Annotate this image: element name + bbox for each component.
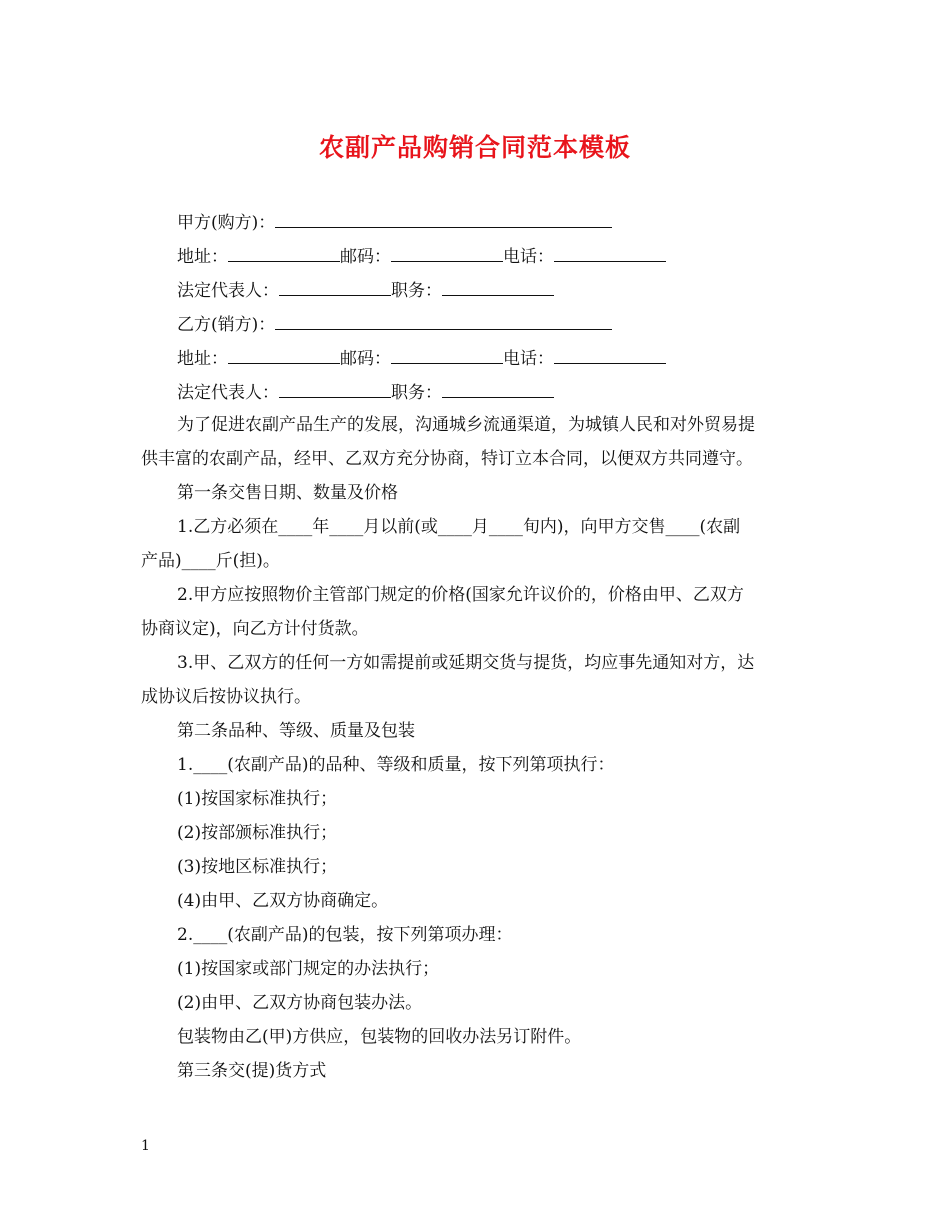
party-a-address-blank	[228, 243, 340, 262]
article-2-clause-1-option-1: (1)按国家标准执行；	[177, 789, 338, 809]
party-b-label: 乙方(销方)：	[177, 315, 276, 335]
article-2-packaging-note: 包装物由乙(甲)方供应，包装物的回收办法另订附件。	[177, 1027, 582, 1047]
party-b-blank	[275, 311, 612, 330]
intro-paragraph-line-2: 供丰富的农副产品，经甲、乙双方充分协商，特订立本合同，以便双方共同遵守。	[141, 449, 753, 469]
party-a-rep-line	[0, 277, 950, 303]
article-1-clause-2-line-1: 2.甲方应按照物价主管部门规定的价格(国家允许议价的，价格由甲、乙双方	[177, 585, 744, 605]
party-b-rep-line	[0, 379, 950, 405]
article-1-clause-3-line-1: 3.甲、乙双方的任何一方如需提前或延期交货与提货，均应事先通知对方，达	[177, 653, 755, 673]
party-b-rep-label: 法定代表人：	[177, 383, 279, 403]
article-2-title: 第二条品种、等级、质量及包装	[177, 721, 415, 741]
party-a-contact-line	[0, 243, 950, 269]
article-1-clause-1-line-1: 1.乙方必须在____年____月以前(或____月____旬内)，向甲方交售____(农副	[177, 517, 741, 537]
article-2-clause-1: 1.____(农副产品)的品种、等级和质量，按下列第项执行：	[177, 755, 615, 775]
article-1-clause-2-line-2: 协商议定)，向乙方计付货款。	[141, 619, 369, 639]
party-a-rep-blank	[279, 277, 391, 296]
party-b-postcode-blank	[391, 345, 503, 364]
article-2-clause-1-option-2: (2)按部颁标准执行；	[177, 823, 338, 843]
page-number: 1	[141, 1138, 150, 1154]
party-a-phone-blank	[554, 243, 666, 262]
party-b-address-blank	[228, 345, 340, 364]
party-a-address-label: 地址：	[177, 247, 228, 267]
party-a-phone-label: 电话：	[503, 247, 554, 267]
article-1-clause-1-line-2: 产品)____斤(担)。	[141, 551, 280, 571]
article-2-clause-2-option-1: (1)按国家或部门规定的办法执行；	[177, 959, 440, 979]
party-a-postcode-blank	[391, 243, 503, 262]
article-2-clause-1-option-3: (3)按地区标准执行；	[177, 857, 338, 877]
party-a-position-label: 职务：	[391, 281, 442, 301]
document-title: 农副产品购销合同范本模板	[318, 133, 631, 162]
party-a-line	[0, 209, 950, 235]
party-a-rep-label: 法定代表人：	[177, 281, 279, 301]
article-1-title: 第一条交售日期、数量及价格	[177, 483, 398, 503]
party-b-phone-label: 电话：	[503, 349, 554, 369]
article-1-clause-3-line-2: 成协议后按协议执行。	[141, 687, 311, 707]
article-2-clause-2: 2.____(农副产品)的包装，按下列第项办理：	[177, 925, 513, 945]
party-b-contact-line	[0, 345, 950, 371]
party-b-rep-blank	[279, 379, 391, 398]
party-b-address-label: 地址：	[177, 349, 228, 369]
party-a-label: 甲方(购方)：	[177, 213, 276, 233]
party-b-position-blank	[442, 379, 554, 398]
party-a-postcode-label: 邮码：	[340, 247, 391, 267]
party-b-phone-blank	[554, 345, 666, 364]
party-b-position-label: 职务：	[391, 383, 442, 403]
article-2-clause-1-option-4: (4)由甲、乙双方协商确定。	[177, 891, 389, 911]
article-3-title: 第三条交(提)货方式	[177, 1061, 327, 1081]
party-a-blank	[275, 209, 612, 228]
intro-paragraph-line-1: 为了促进农副产品生产的发展，沟通城乡流通渠道，为城镇人民和对外贸易提	[177, 415, 755, 435]
party-b-postcode-label: 邮码：	[340, 349, 391, 369]
article-2-clause-2-option-2: (2)由甲、乙双方协商包装办法。	[177, 993, 423, 1013]
party-b-line	[0, 311, 950, 337]
party-a-position-blank	[442, 277, 554, 296]
